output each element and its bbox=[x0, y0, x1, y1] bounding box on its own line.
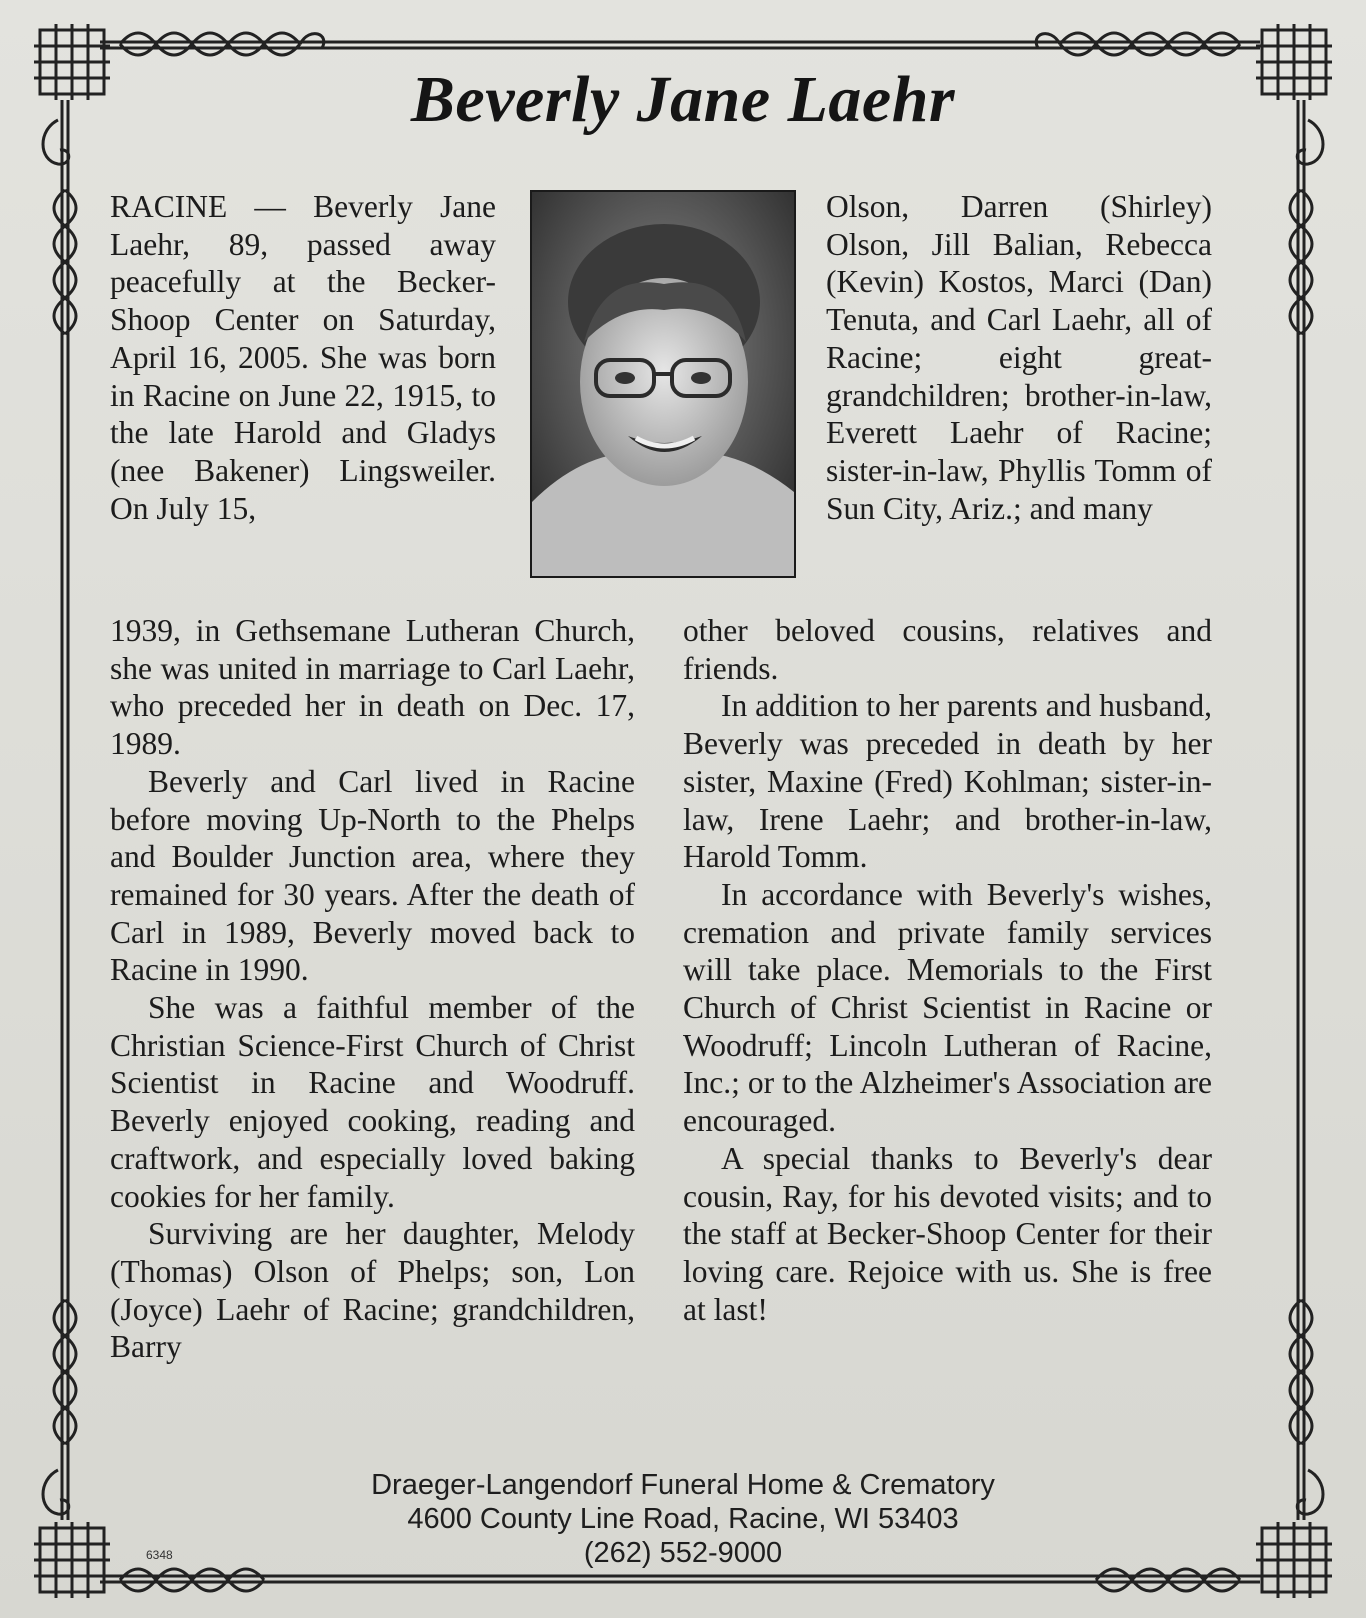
portrait-photo bbox=[530, 190, 796, 578]
column-left-top bbox=[110, 188, 496, 527]
paragraph: In addition to her parents and husband, Beverly was preceded in death by her sister, Maxine (Fred) Kohlman; sister-in-law, Irene Laehr; and brother-in-law, Harold Tomm. bbox=[683, 688, 1212, 875]
funeral-home-address: 4600 County Line Road, Racine, WI 53403 bbox=[407, 1503, 959, 1535]
column-left-bottom bbox=[110, 612, 635, 1366]
paragraph: other beloved cousins, relatives and friends. bbox=[683, 613, 1212, 686]
funeral-home-name: Draeger-Langendorf Funeral Home & Crematory bbox=[371, 1469, 995, 1501]
paragraph: A special thanks to Beverly's dear cousin, Ray, for his devoted visits; and to the staff at Becker-Shoop Center for their loving care. Rejoice with us. She is free at last! bbox=[683, 1140, 1212, 1327]
paragraph: She was a faithful member of the Christian Science-First Church of Christ Scientist in Racine and Woodruff. Beverly enjoyed cooking, reading and craftwork, and especially loved baking cookies for her family. bbox=[110, 990, 635, 1214]
column-right-top bbox=[826, 188, 1212, 527]
funeral-home-footer bbox=[0, 1468, 1366, 1570]
paragraph: Olson, Darren (Shirley) Olson, Jill Balian, Rebecca (Kevin) Kostos, Marci (Dan) Tenuta, and Carl Laehr, all of Racine; eight great-grandchildren; brother-in-law, Everett Laehr of Racine; sister-in-law, Phyllis Tomm of Sun City, Ariz.; and many bbox=[826, 189, 1212, 526]
paragraph: In accordance with Beverly's wishes, cremation and private family services will take place. Memorials to the First Church of Christ Scientist in Racine or Woodruff; Lincoln Lutheran of Racine, Inc.; or to the Alzheimer's Association are encouraged. bbox=[683, 876, 1212, 1139]
ad-code: 6348 bbox=[146, 1548, 173, 1562]
paragraph: RACINE — Beverly Jane Laehr, 89, passed away peacefully at the Becker-Shoop Center on Saturday, April 16, 2005. She was born in Racine on June 22, 1915, to the late Harold and Gladys (nee Bakener) Lingsweiler. On July 15, bbox=[110, 189, 496, 526]
column-right-bottom bbox=[683, 612, 1212, 1328]
paragraph: Surviving are her daughter, Melody (Thomas) Olson of Phelps; son, Lon (Joyce) Laehr of Racine; grandchildren, Barry bbox=[110, 1216, 635, 1365]
paragraph: Beverly and Carl lived in Racine before moving Up-North to the Phelps and Boulder Junction area, where they remained for 30 years. After the death of Carl in 1989, Beverly moved back to Racine in 1990. bbox=[110, 763, 635, 988]
obituary-title: Beverly Jane Laehr bbox=[410, 63, 956, 136]
funeral-home-phone: (262) 552-9000 bbox=[583, 1537, 783, 1569]
paragraph: 1939, in Gethsemane Lutheran Church, she was united in marriage to Carl Laehr, who preceded her in death on Dec. 17, 1989. bbox=[110, 613, 635, 762]
